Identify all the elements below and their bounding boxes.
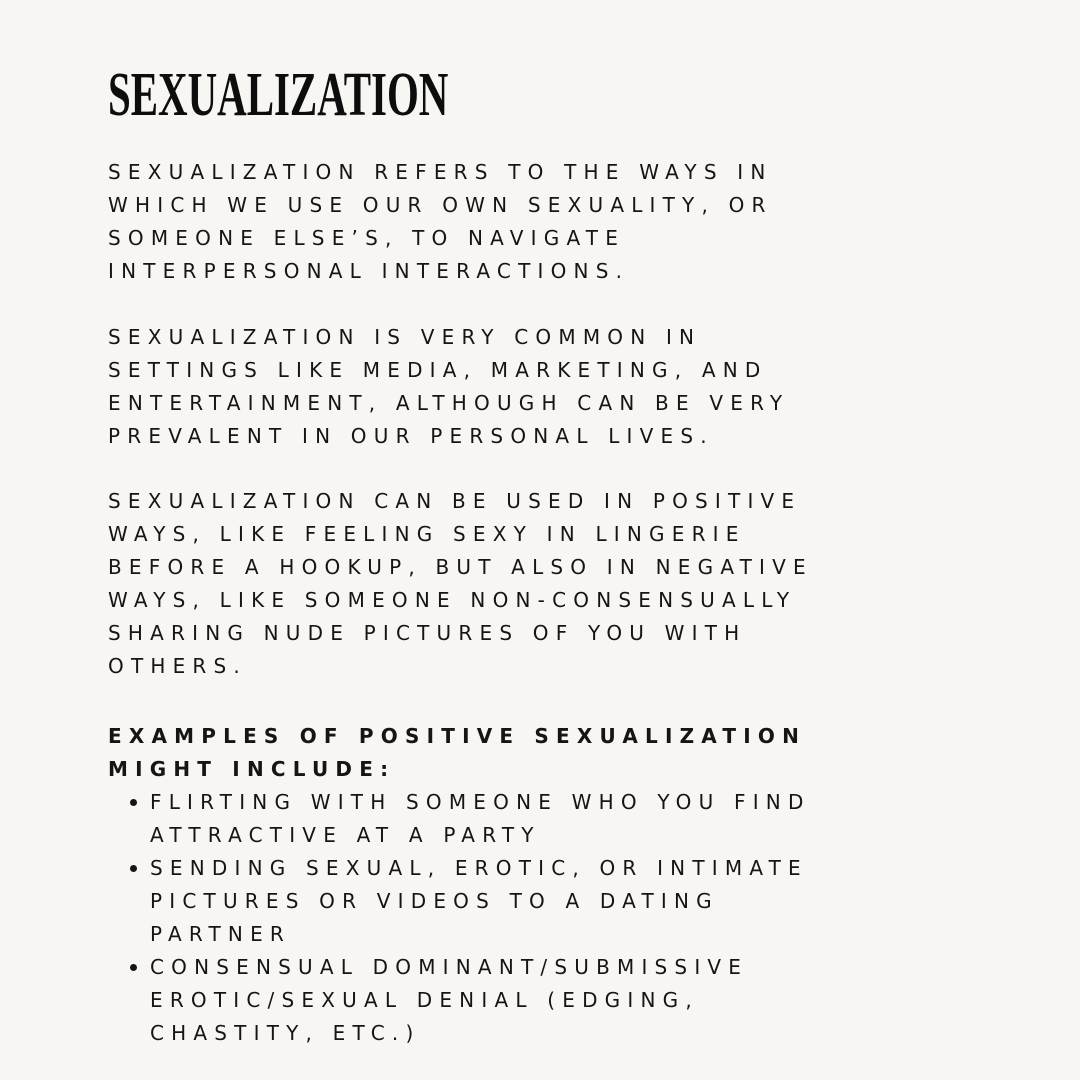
example-item-line: SENDING SEXUAL, EROTIC, OR INTIMATE xyxy=(150,856,808,880)
example-item-line: PARTNER xyxy=(150,922,292,946)
paragraph-3-line: SHARING NUDE PICTURES OF YOU WITH xyxy=(108,621,747,645)
paragraph-2-line: PREVALENT IN OUR PERSONAL LIVES. xyxy=(108,424,714,448)
example-item-line: EROTIC/SEXUAL DENIAL (EDGING, xyxy=(150,988,699,1012)
example-item-line: CHASTITY, ETC.) xyxy=(150,1021,421,1045)
examples-heading-line: EXAMPLES OF POSITIVE SEXUALIZATION xyxy=(108,724,807,748)
paragraph-2-line: SEXUALIZATION IS VERY COMMON IN xyxy=(108,325,702,349)
paragraph-2-line: SETTINGS LIKE MEDIA, MARKETING, AND xyxy=(108,358,768,382)
example-item-line: ATTRACTIVE AT A PARTY xyxy=(150,823,541,847)
example-item-line: CONSENSUAL DOMINANT/SUBMISSIVE xyxy=(150,955,749,979)
paragraph-3-line: OTHERS. xyxy=(108,654,247,678)
paragraph-3-line: WAYS, LIKE SOMEONE NON-CONSENSUALLY xyxy=(108,588,797,612)
paragraph-1-line: SEXUALIZATION REFERS TO THE WAYS IN xyxy=(108,160,773,184)
paragraph-1-line: SOMEONE ELSE’S, TO NAVIGATE xyxy=(108,226,626,250)
bullet-icon xyxy=(130,964,137,971)
paragraph-3-line: BEFORE A HOOKUP, BUT ALSO IN NEGATIVE xyxy=(108,555,813,579)
example-item-line: PICTURES OR VIDEOS TO A DATING xyxy=(150,889,719,913)
page-title: SEXUALIZATION xyxy=(108,61,449,129)
paragraph-1-line: WHICH WE USE OUR OWN SEXUALITY, OR xyxy=(108,193,773,217)
paragraph-3-line: SEXUALIZATION CAN BE USED IN POSITIVE xyxy=(108,489,802,513)
paragraph-2-line: ENTERTAINMENT, ALTHOUGH CAN BE VERY xyxy=(108,391,790,415)
paragraph-1-line: INTERPERSONAL INTERACTIONS. xyxy=(108,259,630,283)
paragraph-3-line: WAYS, LIKE FEELING SEXY IN LINGERIE xyxy=(108,522,746,546)
examples-heading-line: MIGHT INCLUDE: xyxy=(108,757,396,781)
example-item-line: FLIRTING WITH SOMEONE WHO YOU FIND xyxy=(150,790,811,814)
bullet-icon xyxy=(130,865,137,872)
bullet-icon xyxy=(130,799,137,806)
